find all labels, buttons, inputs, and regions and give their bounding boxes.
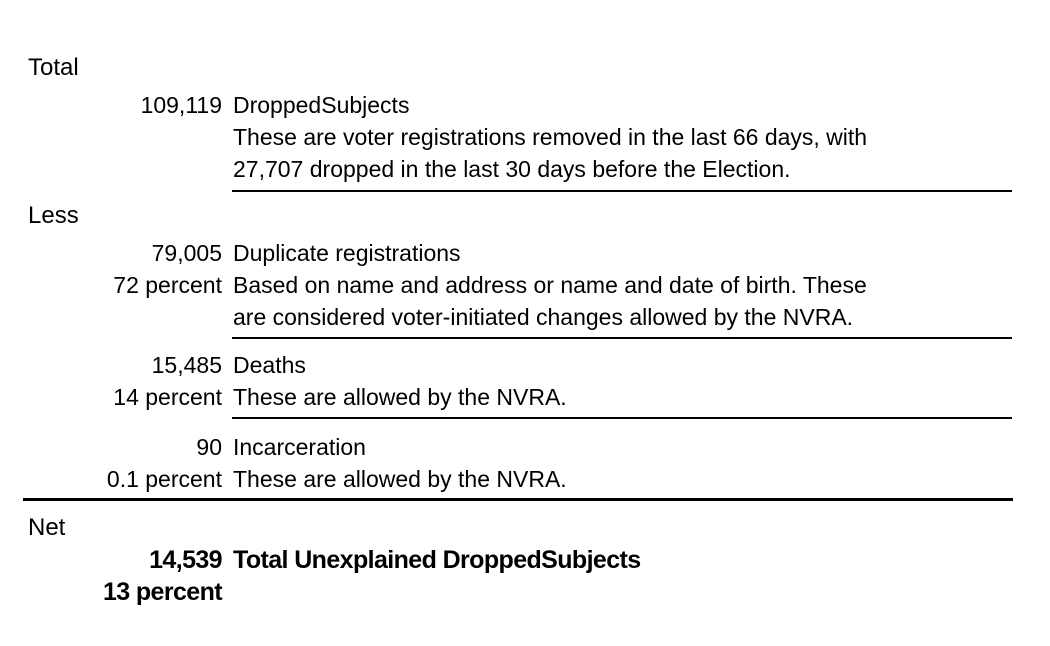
percent-value: 13 percent [102, 578, 222, 606]
ledger-row-description [0, 269, 1050, 301]
ledger-row-dropped-subjects [0, 89, 1050, 121]
section-label-less: Less [28, 202, 79, 229]
section-divider [232, 190, 1012, 192]
amount-value: 79,005 [151, 240, 222, 266]
amount-value: 14,539 [149, 546, 222, 574]
amount-value: 109,119 [140, 92, 222, 118]
item-title: Deaths [233, 352, 306, 378]
ledger-row-net-percent [0, 576, 1050, 608]
ledger-row-description [0, 153, 1050, 185]
section-label-total: Total [28, 54, 79, 81]
item-description-line: 27,707 dropped in the last 30 days before the Election. [233, 156, 791, 182]
item-description-line: These are voter registrations removed in the last 66 days, with [233, 124, 868, 150]
ledger-row-net-total [0, 544, 1050, 576]
ledger-row-description [0, 463, 1050, 495]
ledger-row-description [0, 381, 1050, 413]
section-divider [232, 337, 1012, 339]
ledger-row-incarceration [0, 431, 1050, 463]
ledger-row-deaths [0, 349, 1050, 381]
item-description-line: are considered voter-initiated changes allowed by the NVRA. [233, 304, 854, 330]
section-label-net: Net [28, 514, 66, 541]
amount-value: 90 [196, 434, 222, 460]
ledger-row-duplicates [0, 237, 1050, 269]
item-description-line: These are allowed by the NVRA. [233, 384, 567, 410]
item-description-line: Based on name and address or name and date of birth. These [233, 272, 867, 298]
item-title: Incarceration [233, 434, 366, 460]
ledger-row-description [0, 121, 1050, 153]
amount-value: 15,485 [151, 352, 222, 378]
section-divider [232, 417, 1012, 419]
ledger-row-description [0, 301, 1050, 333]
percent-value: 72 percent [113, 272, 222, 298]
item-title: Total Unexplained DroppedSubjects [233, 546, 641, 574]
percent-value: 14 percent [113, 384, 222, 410]
percent-value: 0.1 percent [106, 466, 222, 492]
item-title: Duplicate registrations [233, 240, 461, 266]
item-title: DroppedSubjects [233, 92, 410, 118]
item-description-line: These are allowed by the NVRA. [233, 466, 567, 492]
net-total-divider [23, 498, 1013, 501]
